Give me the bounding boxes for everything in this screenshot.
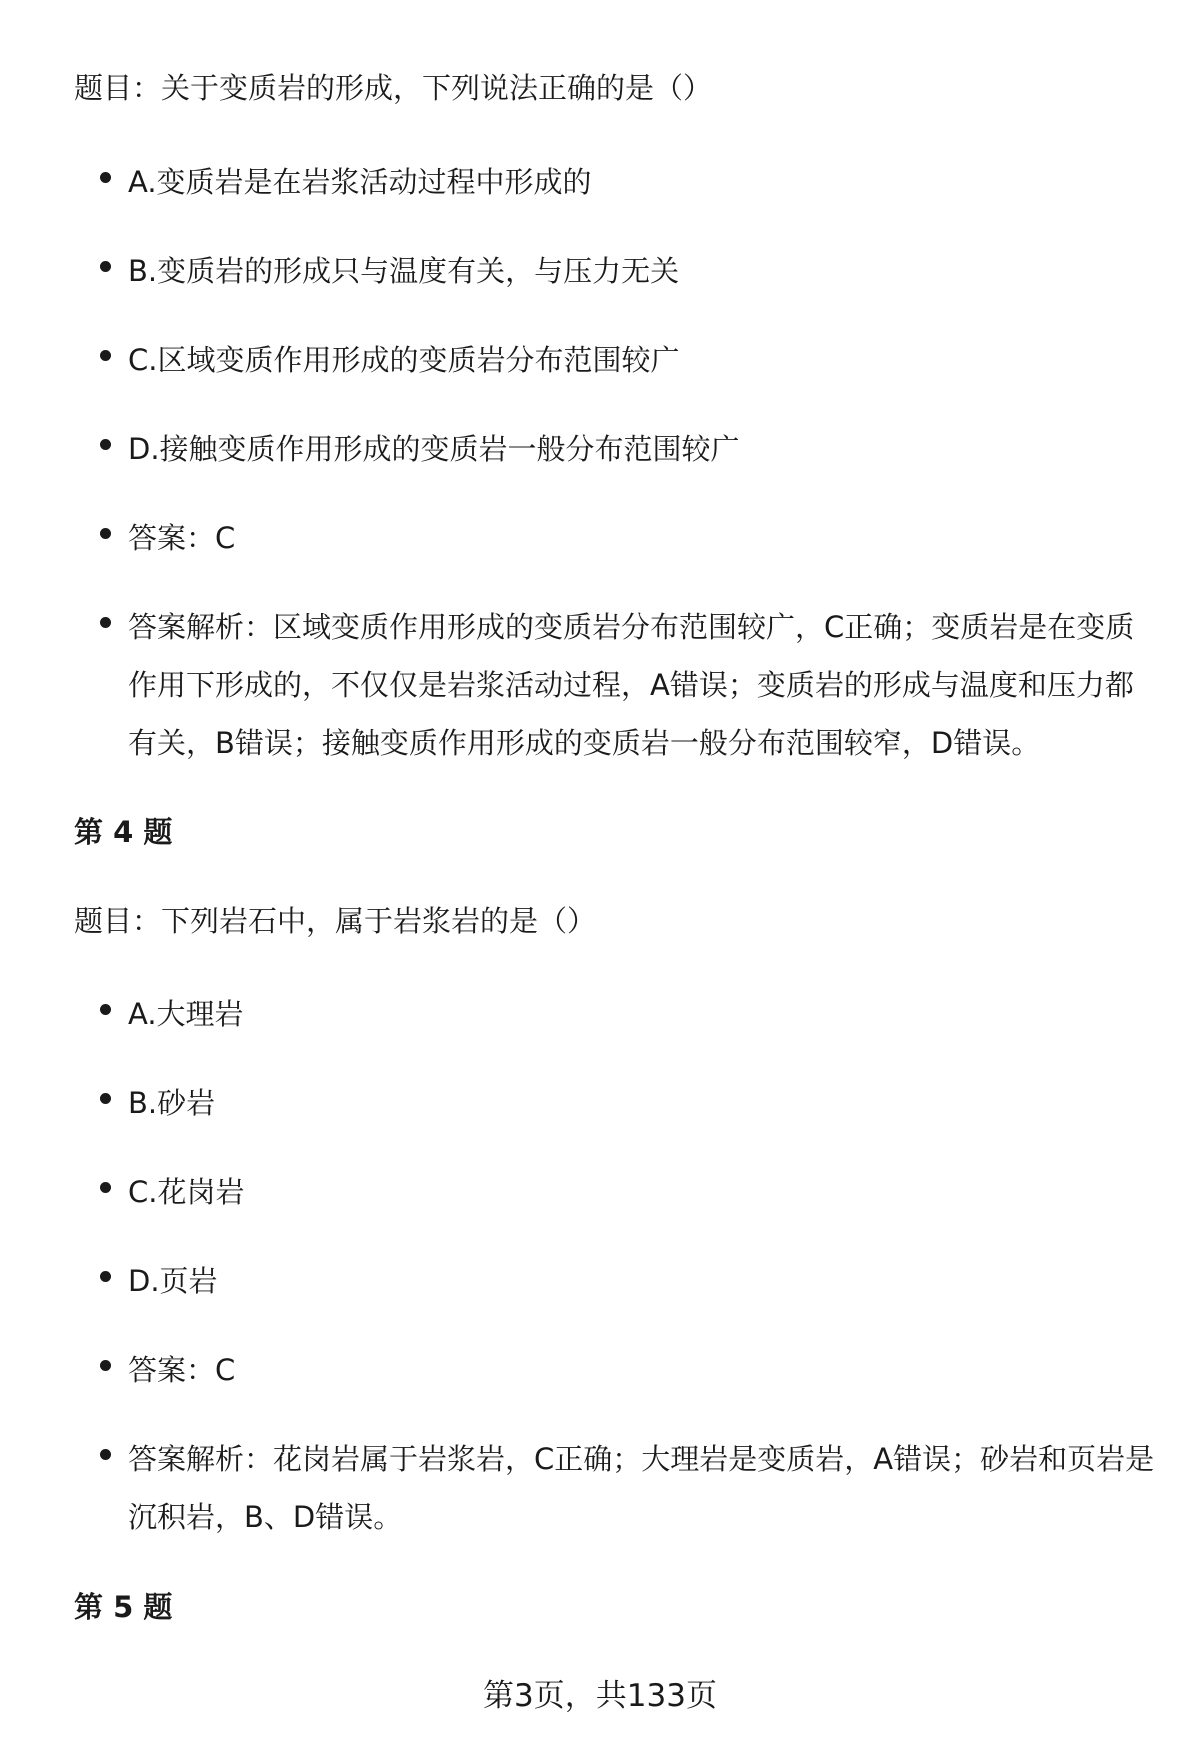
question-heading: 第 4 题 <box>74 815 173 849</box>
page-number: 第3页，共133页 <box>483 1678 717 1714</box>
bullet-dot-icon <box>100 617 111 628</box>
bullet-dot-icon <box>100 1360 111 1371</box>
document-page: 题目：关于变质岩的形成，下列说法正确的是（） A.变质岩是在岩浆活动过程中形成的 B.变质岩的形成只与温度有关，与压力无关 C.区域变质作用形成的变质岩分布范围较广 D.接触变质作用形成的变质岩一般分布范围较广 答案：C 答案解析：区域变质作用形成的变质岩分布范围较广，C正确；变质岩是在变质作用下形成的，不仅仅是岩浆活动过程，A错误；变质岩的形成与温度和压力都有关，B错误；接触变质作用形成的变质岩一般分布范围较窄，D错误。 第 4 题 题目：下列岩石中，属于岩浆岩的是（） A.大理岩 B.砂岩 C.花岗岩 D.页岩 答案：C 答案解析：花岗岩属于岩浆岩，C正确；大理岩是变质岩，A错误；砂岩和页岩是沉积岩，B、D错误。 第 5 题 第3页，共133页 <box>0 0 1200 1755</box>
bullet-dot-icon <box>100 172 111 183</box>
bullet-dot-icon <box>100 261 111 272</box>
question-stem: 题目：关于变质岩的形成，下列说法正确的是（） <box>74 71 713 105</box>
question-heading: 第 5 题 <box>74 1590 173 1624</box>
bullet-dot-icon <box>100 1093 111 1104</box>
bullet-dot-icon <box>100 439 111 450</box>
bullet-dot-icon <box>100 1271 111 1282</box>
bullet-dot-icon <box>100 1182 111 1193</box>
question-stem: 题目：下列岩石中，属于岩浆岩的是（） <box>74 904 597 938</box>
bullet-dot-icon <box>100 1449 111 1460</box>
bullet-dot-icon <box>100 528 111 539</box>
bullet-dot-icon <box>100 350 111 361</box>
bullet-dot-icon <box>100 1004 111 1015</box>
